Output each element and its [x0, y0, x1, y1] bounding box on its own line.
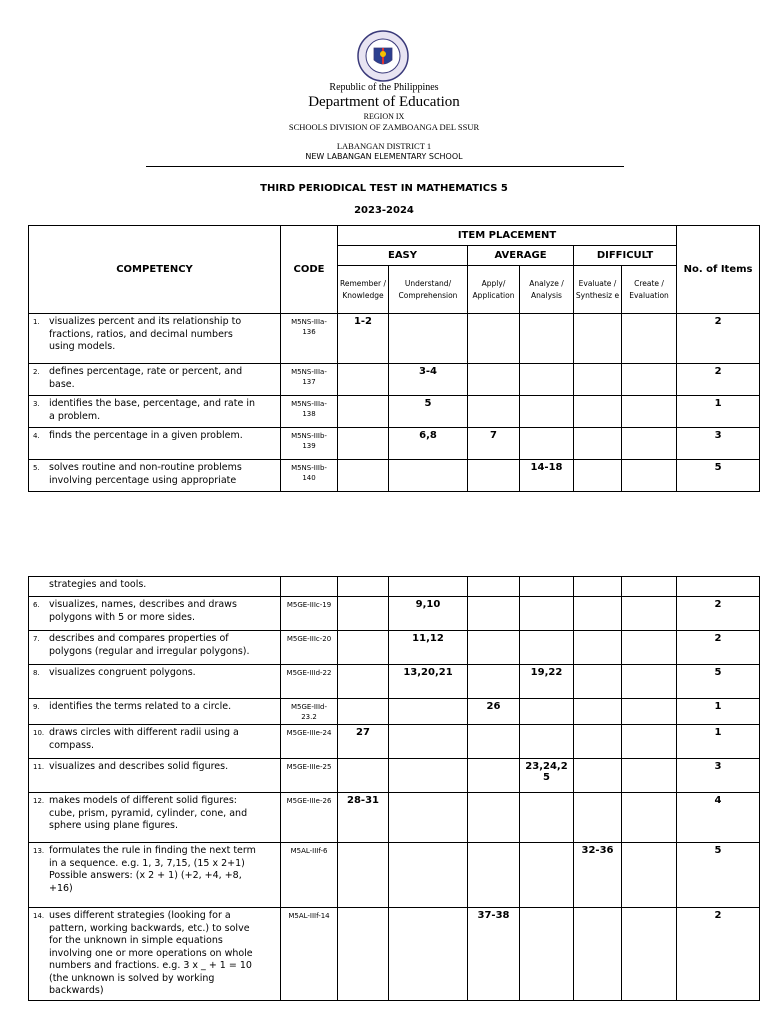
- competency-header: COMPETENCY: [29, 226, 281, 314]
- republic-text: Republic of the Philippines: [329, 82, 439, 93]
- level-header: Remember / Knowledge: [338, 266, 389, 314]
- placement-cell: [574, 577, 622, 597]
- competency-text: defines percentage, rate or percent, and base.: [49, 366, 243, 390]
- placement-cell: 3-4: [389, 364, 468, 396]
- average-header: AVERAGE: [468, 246, 574, 266]
- level-header: Apply/ Application: [468, 266, 520, 314]
- items-count-cell: 5: [677, 460, 760, 492]
- placement-cell: [574, 665, 622, 699]
- placement-cell: [468, 759, 520, 793]
- department-title: Department of Education: [308, 94, 460, 110]
- code-cell: M5NS-IIIb-139: [281, 428, 338, 460]
- code-cell: M5GE-IIIc-19: [281, 597, 338, 631]
- placement-cell: [622, 631, 677, 665]
- competency-number: 11.: [33, 763, 45, 771]
- items-count-cell: 3: [677, 428, 760, 460]
- competency-number: 14.: [33, 912, 45, 920]
- competency-text: solves routine and non-routine problems involving percentage using appropriate: [49, 462, 242, 486]
- items-count-cell: 5: [677, 843, 760, 908]
- placement-cell: [520, 364, 574, 396]
- table-row: [29, 364, 760, 396]
- placement-cell: [622, 428, 677, 460]
- code-cell: M5GE-IIIc-20: [281, 631, 338, 665]
- placement-cell: [338, 843, 389, 908]
- test-title: THIRD PERIODICAL TEST IN MATHEMATICS 5: [260, 183, 508, 194]
- table-continuation: [28, 576, 760, 1001]
- placement-cell: [468, 314, 520, 364]
- competency-cell: [29, 665, 281, 699]
- competency-cell: [29, 759, 281, 793]
- level-header: Evaluate / Synthesiz e: [574, 266, 622, 314]
- placement-cell: [338, 759, 389, 793]
- placement-cell: [389, 460, 468, 492]
- placement-cell: [468, 460, 520, 492]
- placement-cell: [520, 793, 574, 843]
- placement-cell: [389, 577, 468, 597]
- code-cell: M5GE-IIId-22: [281, 665, 338, 699]
- competency-cell: [29, 396, 281, 428]
- deped-seal-logo: [357, 30, 409, 82]
- placement-cell: [389, 759, 468, 793]
- items-count-cell: 2: [677, 631, 760, 665]
- competency-number: 9.: [33, 703, 40, 711]
- placement-cell: [622, 725, 677, 759]
- placement-cell: [574, 908, 622, 1001]
- placement-cell: [468, 597, 520, 631]
- code-cell: M5GE-IIIe-26: [281, 793, 338, 843]
- code-cell: M5NS-IIIb-140: [281, 460, 338, 492]
- placement-cell: 14-18: [520, 460, 574, 492]
- competency-text: strategies and tools.: [49, 579, 147, 590]
- placement-cell: [338, 908, 389, 1001]
- items-count-cell: 2: [677, 597, 760, 631]
- competency-text: visualizes percent and its relationship to fractions, ratios, and decimal numbers using models.: [49, 316, 242, 352]
- items-count-cell: 1: [677, 699, 760, 725]
- level-header: Understand/ Comprehension: [389, 266, 468, 314]
- region-text: REGION IX: [363, 112, 405, 121]
- placement-cell: [574, 597, 622, 631]
- items-count-cell: 2: [677, 314, 760, 364]
- placement-cell: 23,24,2 5: [520, 759, 574, 793]
- competency-number: 13.: [33, 847, 45, 855]
- placement-cell: [520, 314, 574, 364]
- items-count-cell: [677, 577, 760, 597]
- competency-text: visualizes congruent polygons.: [49, 667, 196, 678]
- table-row: [29, 759, 760, 793]
- level-header: Analyze / Analysis: [520, 266, 574, 314]
- placement-cell: [520, 699, 574, 725]
- placement-cell: 13,20,21: [389, 665, 468, 699]
- placement-cell: 28-31: [338, 793, 389, 843]
- placement-cell: [520, 725, 574, 759]
- placement-cell: 37-38: [468, 908, 520, 1001]
- placement-cell: [520, 396, 574, 428]
- competency-number: 3.: [33, 400, 40, 408]
- table-row: [29, 428, 760, 460]
- placement-cell: [468, 665, 520, 699]
- table-row: [29, 631, 760, 665]
- placement-cell: [574, 460, 622, 492]
- placement-cell: 19,22: [520, 665, 574, 699]
- code-cell: M5AL-IIIf-14: [281, 908, 338, 1001]
- difficult-header: DIFFICULT: [574, 246, 677, 266]
- table-row: [29, 843, 760, 908]
- competency-text: formulates the rule in finding the next term in a sequence. e.g. 1, 3, 7,15, (15 x 2+1) Possible answers: (x 2 + 1) (+2, +4, +8, +16): [49, 845, 256, 894]
- level-header: Create / Evaluation: [622, 266, 677, 314]
- placement-cell: [338, 699, 389, 725]
- school-name: NEW LABANGAN ELEMENTARY SCHOOL: [305, 152, 463, 161]
- competency-cell: [29, 843, 281, 908]
- table-row: [29, 314, 760, 364]
- placement-cell: [622, 759, 677, 793]
- competency-cell: [29, 908, 281, 1001]
- placement-cell: [468, 577, 520, 597]
- placement-cell: 9,10: [389, 597, 468, 631]
- placement-cell: [389, 725, 468, 759]
- placement-cell: [468, 396, 520, 428]
- placement-cell: [520, 631, 574, 665]
- competency-number: 6.: [33, 601, 40, 609]
- no-of-items-header: No. of Items: [677, 226, 760, 314]
- competency-cell: [29, 460, 281, 492]
- table-row: [29, 908, 760, 1001]
- placement-cell: [622, 699, 677, 725]
- code-cell: M5GE-IIIe-25: [281, 759, 338, 793]
- table-row: [29, 396, 760, 428]
- placement-cell: [622, 793, 677, 843]
- placement-cell: [468, 631, 520, 665]
- placement-cell: [389, 314, 468, 364]
- table-row: [29, 597, 760, 631]
- placement-cell: [389, 793, 468, 843]
- placement-cell: [338, 364, 389, 396]
- placement-cell: 7: [468, 428, 520, 460]
- placement-cell: 1-2: [338, 314, 389, 364]
- placement-cell: [574, 725, 622, 759]
- code-header: CODE: [281, 226, 338, 314]
- code-cell: M5GE-IIIe-24: [281, 725, 338, 759]
- items-count-cell: 2: [677, 908, 760, 1001]
- competency-text: visualizes, names, describes and draws polygons with 5 or more sides.: [49, 599, 237, 623]
- placement-cell: [468, 364, 520, 396]
- competency-cell: [29, 597, 281, 631]
- placement-cell: [338, 396, 389, 428]
- competency-number: 12.: [33, 797, 45, 805]
- items-count-cell: 1: [677, 396, 760, 428]
- placement-cell: 26: [468, 699, 520, 725]
- code-cell: [281, 577, 338, 597]
- placement-cell: [520, 577, 574, 597]
- placement-cell: [468, 793, 520, 843]
- placement-cell: [520, 428, 574, 460]
- placement-cell: [338, 665, 389, 699]
- placement-cell: [338, 460, 389, 492]
- placement-cell: [574, 699, 622, 725]
- placement-cell: [622, 908, 677, 1001]
- placement-cell: 6,8: [389, 428, 468, 460]
- competency-text: identifies the terms related to a circle.: [49, 701, 232, 712]
- placement-cell: [622, 665, 677, 699]
- placement-cell: [468, 843, 520, 908]
- competency-cell: [29, 314, 281, 364]
- placement-cell: [389, 843, 468, 908]
- district-text: LABANGAN DISTRICT 1: [336, 141, 432, 151]
- placement-cell: [574, 428, 622, 460]
- code-cell: M5GE-IIId-23.2: [281, 699, 338, 725]
- code-cell: M5AL-IIIf-6: [281, 843, 338, 908]
- items-count-cell: 4: [677, 793, 760, 843]
- table-row: [29, 460, 760, 492]
- competency-number: 8.: [33, 669, 40, 677]
- items-count-cell: 2: [677, 364, 760, 396]
- easy-header: EASY: [338, 246, 468, 266]
- competency-text: makes models of different solid figures: cube, prism, pyramid, cylinder, cone, and sphere using plane figures.: [49, 795, 248, 831]
- placement-cell: 27: [338, 725, 389, 759]
- competency-cell: [29, 364, 281, 396]
- competency-text: uses different strategies (looking for a pattern, working backwards, etc.) to solve for the unknown in simple equations involving one or more operations on whole numbers and fractions. e.g. 3 x _ + 1 = 10 (the unknown is solved by working backwards): [49, 910, 253, 996]
- competency-cell: [29, 725, 281, 759]
- competency-text: finds the percentage in a given problem.: [49, 430, 243, 441]
- competency-text: draws circles with different radii using a compass.: [49, 727, 239, 751]
- placement-cell: [389, 699, 468, 725]
- code-cell: M5NS-IIIa-137: [281, 364, 338, 396]
- competency-text: visualizes and describes solid figures.: [49, 761, 229, 772]
- competency-text: identifies the base, percentage, and rate in a problem.: [49, 398, 255, 422]
- table-row: [29, 665, 760, 699]
- placement-cell: [622, 577, 677, 597]
- items-count-cell: 1: [677, 725, 760, 759]
- code-cell: M5NS-IIIa-138: [281, 396, 338, 428]
- competency-text: describes and compares properties of polygons (regular and irregular polygons).: [49, 633, 250, 657]
- competency-number: 7.: [33, 635, 40, 643]
- table-row: [29, 577, 760, 597]
- placement-cell: [338, 577, 389, 597]
- competency-number: 1.: [33, 318, 40, 326]
- competency-cell: [29, 428, 281, 460]
- table-row: [29, 793, 760, 843]
- placement-cell: [574, 793, 622, 843]
- placement-cell: [574, 314, 622, 364]
- placement-cell: [622, 364, 677, 396]
- placement-cell: [574, 631, 622, 665]
- placement-cell: [338, 428, 389, 460]
- table-row: [29, 699, 760, 725]
- item-placement-header: ITEM PLACEMENT: [338, 226, 677, 246]
- placement-cell: [622, 314, 677, 364]
- competency-number: 10.: [33, 729, 45, 737]
- placement-cell: [574, 759, 622, 793]
- table-row: [29, 725, 760, 759]
- placement-cell: [574, 396, 622, 428]
- placement-cell: [520, 597, 574, 631]
- placement-cell: [622, 396, 677, 428]
- placement-cell: 11,12: [389, 631, 468, 665]
- placement-cell: [622, 843, 677, 908]
- placement-cell: [574, 364, 622, 396]
- placement-cell: [520, 908, 574, 1001]
- items-count-cell: 3: [677, 759, 760, 793]
- competency-number: 4.: [33, 432, 40, 440]
- placement-cell: [520, 843, 574, 908]
- competency-cell: [29, 577, 281, 597]
- competency-cell: [29, 631, 281, 665]
- header-divider: [146, 166, 624, 167]
- test-year: 2023-2024: [354, 205, 414, 216]
- placement-cell: 32-36: [574, 843, 622, 908]
- placement-cell: [622, 597, 677, 631]
- placement-cell: [338, 631, 389, 665]
- competency-number: 5.: [33, 464, 40, 472]
- table-of-specifications: [28, 225, 760, 492]
- competency-cell: [29, 699, 281, 725]
- competency-number: 2.: [33, 368, 40, 376]
- placement-cell: [622, 460, 677, 492]
- division-text: SCHOOLS DIVISION OF ZAMBOANGA DEL SSUR: [288, 122, 480, 132]
- code-cell: M5NS-IIIa-136: [281, 314, 338, 364]
- competency-cell: [29, 793, 281, 843]
- placement-cell: 5: [389, 396, 468, 428]
- placement-cell: [338, 597, 389, 631]
- placement-cell: [389, 908, 468, 1001]
- placement-cell: [468, 725, 520, 759]
- items-count-cell: 5: [677, 665, 760, 699]
